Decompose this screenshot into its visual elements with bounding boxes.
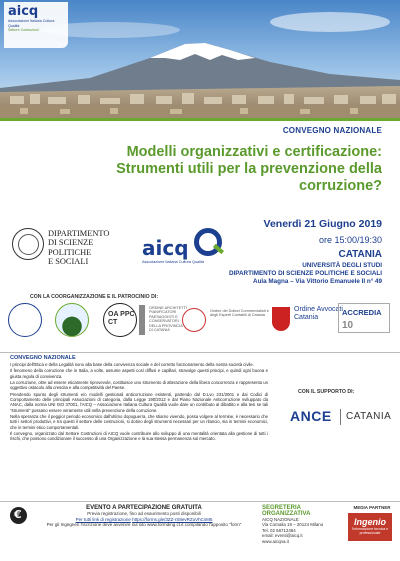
event-time: ore 15:00/19:30 [318,235,382,245]
media-partner-title: MEDIA PARTNER [353,505,391,510]
event-city: CATANIA [338,249,382,260]
aicq-logo-brand: aicq [142,236,189,260]
aicq-header-sub: Associazione Italiana Cultura Qualità [8,19,55,28]
registration-title: EVENTO A PARTECIPAZIONE GRATUITA [86,505,202,511]
registration-engineers-line: Per gli Ingegneri l'iscrizione deve avvenire sul sito www.formding.ct.it compilando l'apposito "form" [46,522,242,528]
registration-info [34,505,254,528]
aicq-header-logo [4,2,68,48]
divider [0,501,400,502]
oappc-icon [103,303,137,337]
description-section [10,355,268,443]
department-logo [12,226,132,266]
description-paragraph: Prendendo spunto degli strumenti e/o modelli gestionali anticorruzione esistenti, partendo dal D.Lvo 231/2001 e dai Codici di Comportamento delle principali Associazioni di categoria, dalla Legge 190/2012 e dal Piano Nazionale Anticorruzione sviluppato da ANAC, dalla norma UNI ISO 37001, l'AICQ – Associazione Italiana Cultura Qualità vuole dare un contributo al dibattito e alla tesi se tali "strumenti" possano essere veramente utili nella prevenzione della corruzione. [10,391,268,413]
partner-logo-2 [55,303,89,341]
partner-logo-1 [8,303,42,341]
page-title: Modelli organizzativi e certificazione: Strumenti utili per la prevenzione della corruzione? [116,144,382,194]
description-paragraph: Il convegno, organizzato dal Settore Costruzioni di AICQ vuole contribuire allo sviluppo di una mentalità orientata alla gestione di tutti i rischi, che possono condizionare il successo di una Organizzazione e la sua stessa permanenza sul mercato. [10,430,268,442]
secretariat-email[interactable]: email: eventi@aicq.it [262,533,303,539]
partner-7-text: ACCREDIA [342,308,382,317]
hero-image [0,0,400,118]
description-paragraph: La corruzione, oltre ad essere eticamente riprovevole, costituisce uno strumento di alterazione della libera concorrenza e rappresenta un oggettivo ostacolo alla crescita e alla competitività del Paese. [10,380,268,391]
ingenio-logo-sub: l'informazione tecnica e professionale [351,527,389,535]
secretariat-info [262,505,342,544]
registration-link-label[interactable]: Per tutti link di registrazione [75,516,131,522]
secretariat-line: AICQ NAZIONALE [262,517,299,522]
department-line-3: E SOCIALI [48,257,89,267]
ance-catania-text: CATANIA [346,411,392,422]
partner-logo-3 [103,303,137,341]
event-info [229,218,382,285]
divider [0,352,400,353]
ingenio-logo [348,513,392,541]
ance-logo [290,406,390,430]
event-university: UNIVERSITÀ DEGLI STUDI [302,262,382,269]
department-line-2: DI SCIENZE POLITICHE [48,238,94,257]
media-partner [348,505,396,541]
aicq-header-brand: aicq [8,4,39,19]
partner-6-text: Ordine Avvocati Catania [294,306,343,321]
secretariat-website[interactable]: www.aicqna.it [262,538,289,544]
partner-logo-5 [182,303,269,341]
accredia-logo [338,303,390,333]
aicq-q-icon [194,228,222,256]
aicq-logo [142,226,232,268]
secretariat-line: Via Cornalia 19 – 20124 Milano [262,522,324,528]
registration-link[interactable]: https://forms.gle/3ZZ-rS8evRZuVhCsM5 [132,516,213,522]
coorganization-label: CON LA COORGANIZZAZIONE E IL PATROCINIO DI: [30,294,159,300]
secretariat-title: SEGRETERIA ORGANIZZATIVA [262,505,311,517]
ance-text: ANCE [290,408,332,424]
event-venue: Aula Magna – Via Vittorio Emanuele II n° 49 [253,278,382,285]
support-label: CON IL SUPPORTO DI: [298,389,355,395]
partner-7-number: 10 [342,320,354,331]
event-date: Venerdì 21 Giugno 2019 [263,218,382,230]
event-department: DIPARTIMENTO DI SCIENZE POLITICHE E SOCIALI [228,270,382,277]
aicq-logo-sub: Associazione Italiana Cultura Qualità [142,260,205,264]
partner-4-text: ORDINE ARCHITETTI PIANIFICATORI PAESAGGISTI E CONSERVATORI DELLA PROVINCIA DI CATANIA [149,306,187,333]
description-paragraph: Il fenomeno della corruzione che in Italia, a volte, assume aspetti così diffusi e capillari, stravolge questi principi, e quindi ogni buona e giusta regola di convivenza. [10,368,268,379]
partner-logo-6 [272,303,343,341]
secretariat-line: Tel. 02 66712484 [262,527,296,533]
description-paragraph: I principi dell'Etica e della Legalità sono alla base della convivenza sociale e del corretto funzionamento della nostra società civile. [10,362,254,367]
department-line-1: DIPARTIMENTO [48,229,110,238]
description-heading: CONVEGNO NAZIONALE [10,355,76,361]
commercialisti-icon [182,308,206,332]
description-paragraph: Nella speranza che il peggior periodo economico dall'ultimo dopoguerra, che stiamo vivendo, possa volgere al termine, è necessario che tutti i settori produttivi, e tra questi il settore delle costruzioni, si dotino degli strumenti necessari per un rilancio, sia in termini economici, che in termini etico comportamentali. [10,414,268,430]
crest-icon [272,307,290,331]
partner-logo-7 [338,303,390,341]
registration-line: Previa registrazione, fino ad esaurimento posti disponibili [87,511,201,516]
convegno-label: CONVEGNO NAZIONALE [282,126,382,135]
architects-bar-icon [139,305,145,335]
ance-separator [340,409,341,425]
partner-3-text: OA PPC CT [108,311,135,326]
university-seal-icon [12,228,44,260]
ingenio-logo-text: Ingenio [354,517,386,527]
aicq-header-sub2: Settore Costruzioni [8,28,39,32]
mountain-icon [55,303,89,337]
euro-icon [10,507,27,524]
divider [0,118,400,121]
partner-5-text: Ordine dei Dottori Commercialisti e degli Esperti Contabili di Catania [210,309,269,318]
partner-circle-icon [8,303,42,337]
department-logo-text [48,229,132,267]
